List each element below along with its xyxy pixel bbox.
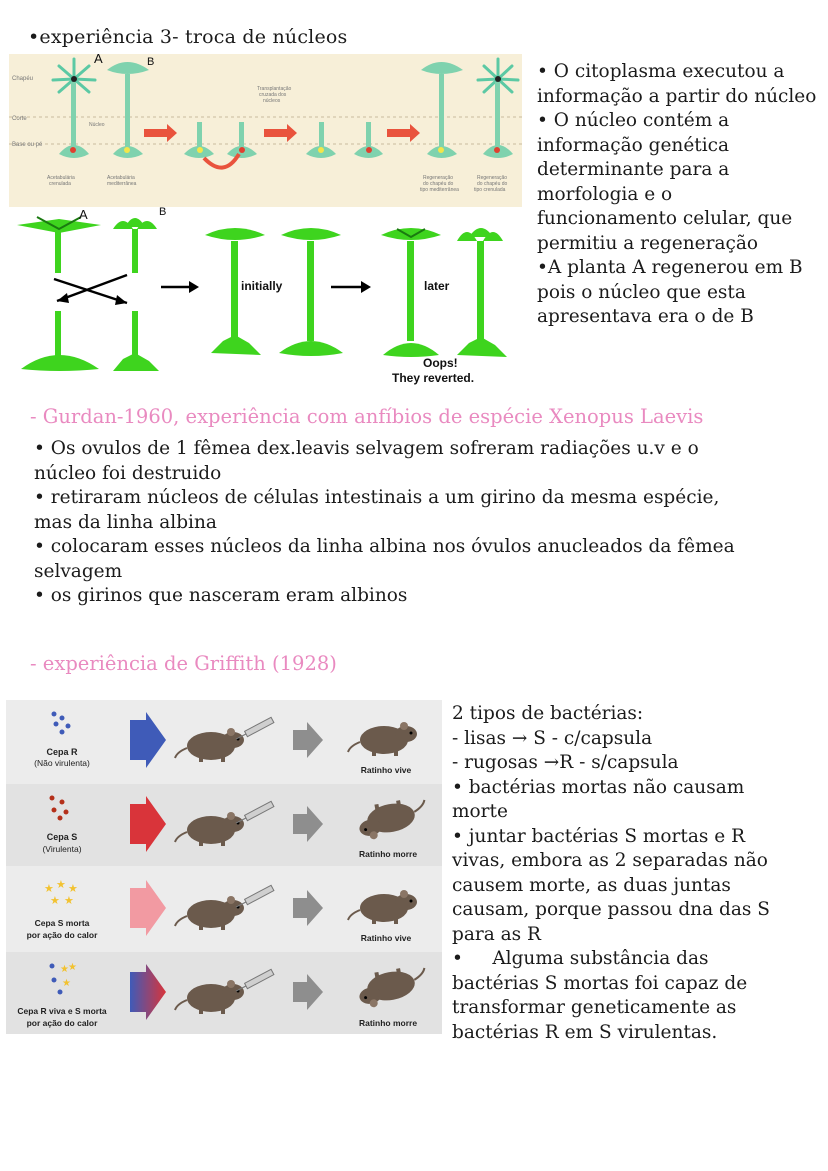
caption-4c: tipo crenulada [474, 187, 506, 193]
s2-line-2: núcleo foi destruido [34, 462, 222, 484]
bullet-2: • O núcleo contém a informação genética determinante para a morfologia e o funcionamento celular, que permitiu a regeneração [537, 110, 793, 254]
s3-line-8: causem morte, as duas juntas [452, 874, 731, 896]
s2-line-5: • colocaram esses núcleos da linha albina nos óvulos anucleados da fêmea [34, 536, 735, 557]
svg-text:★: ★ [68, 962, 77, 973]
s2-line-4: mas da linha albina [34, 511, 217, 533]
row2-label2: (Virulenta) [42, 844, 82, 854]
caption-3a: Regeneração [423, 175, 454, 181]
transplant-label-2: cruzada dos [259, 92, 287, 98]
row4-label2: por ação do calor [26, 1018, 98, 1028]
s3-line-5: morte [452, 801, 508, 822]
caption-4a: Regeneração [477, 175, 508, 181]
transplant-label-3: núcleos [263, 98, 281, 104]
caption-1b: crenulada [49, 181, 71, 187]
s3-line-2: - lisas → S - c/capsula [452, 727, 653, 749]
s3-line-14: bactérias R em S virulentas. [452, 1021, 718, 1043]
row3-result: Ratinho vive [360, 933, 412, 943]
section1-bullets [537, 60, 817, 330]
svg-text:★: ★ [68, 883, 78, 895]
s3-line-9: causam, porque passou dna das S [452, 899, 770, 920]
row4-label1: Cepa R viva e S morta [17, 1006, 107, 1016]
row1-result: Ratinho vive [360, 765, 412, 775]
s3-line-7: vivas, embora as 2 separadas não [452, 850, 768, 871]
fig2-letter-b: B [159, 207, 167, 218]
s2-line-7: • os girinos que nasceram eram albinos [34, 585, 408, 606]
fig2-letter-a: A [79, 207, 88, 222]
row-label-base: Base ou pé [12, 142, 43, 148]
s3-line-4: • bactérias mortas não causam [452, 776, 745, 798]
svg-text:★: ★ [60, 964, 69, 975]
section2-title: - Gurdan-1960, experiência com anfíbios de espécie Xenopus Laevis [30, 405, 704, 428]
s3-line-11: • Alguma substância das [452, 948, 709, 969]
row-label-corte: Corte [12, 116, 27, 122]
acetabularia-diagram [9, 54, 522, 207]
caption-3b: do chapéu do [423, 181, 454, 187]
s3-line-10: para as R [452, 923, 541, 945]
section2-body [34, 437, 814, 609]
caption-1a: Acetabulária [47, 175, 75, 181]
section3-body [452, 702, 822, 1045]
row3-label1: Cepa S morta [34, 918, 90, 928]
s2-line-6: selvagem [34, 560, 123, 582]
row1-label2: (Não virulenta) [34, 758, 90, 768]
label-later: later [424, 279, 450, 293]
fig1-letter-a: A [94, 54, 103, 66]
bullet-1: • O citoplasma executou a informação a partir do núcleo [537, 61, 817, 107]
row-label-chapeu: Chapéu [12, 76, 34, 82]
svg-text:★: ★ [56, 879, 66, 891]
griffith-diagram [6, 700, 442, 1034]
row2-label1: Cepa S [46, 832, 78, 842]
row2-result: Ratinho morre [358, 849, 418, 859]
svg-text:★: ★ [44, 883, 54, 895]
initially-plant-2 [279, 228, 343, 356]
s3-line-6: • juntar bactérias S mortas e R [452, 825, 746, 847]
fig1-letter-b: B [147, 56, 155, 68]
s3-line-13: transformar geneticamente as [452, 997, 737, 1018]
transplant-label-1: Transplantação [257, 86, 292, 92]
section1-title: •experiência 3- troca de núcleos [28, 26, 348, 48]
label-initially: initially [241, 279, 283, 293]
s3-line-12: bactérias S mortas foi capaz de [452, 972, 748, 994]
bullet-3: •A planta A regenerou em B pois o núcleo que esta apresentava era o de B [537, 257, 803, 327]
caption-3c: tipo mediterrânea [420, 187, 459, 193]
s3-line-1: 2 tipos de bactérias: [452, 703, 644, 724]
svg-text:★: ★ [64, 895, 74, 907]
later-plant-2 [457, 228, 507, 357]
row4-result: Ratinho morre [358, 1018, 418, 1028]
caption-2b: mediterrânea [107, 181, 137, 187]
label-oops: Oops! [423, 356, 458, 370]
section3-title: - experiência de Griffith (1928) [30, 652, 337, 675]
row3-label2: por ação do calor [26, 930, 98, 940]
green-plants-diagram [9, 207, 522, 397]
s2-line-1: • Os ovulos de 1 fêmea dex.leavis selvagem sofreram radiações u.v e o [34, 438, 699, 459]
caption-4b: do chapéu do [477, 181, 508, 187]
s3-line-3: - rugosas →R - s/capsula [452, 752, 679, 773]
nucleus-label: Núcleo [89, 122, 105, 128]
s2-line-3: • retiraram núcleos de células intestinais a um girino da mesma espécie, [34, 487, 720, 508]
label-reverted: They reverted. [392, 371, 475, 385]
svg-text:★: ★ [62, 978, 71, 989]
row1-label1: Cepa R [46, 747, 78, 757]
caption-2a: Acetabulária [107, 175, 135, 181]
svg-text:★: ★ [50, 895, 60, 907]
